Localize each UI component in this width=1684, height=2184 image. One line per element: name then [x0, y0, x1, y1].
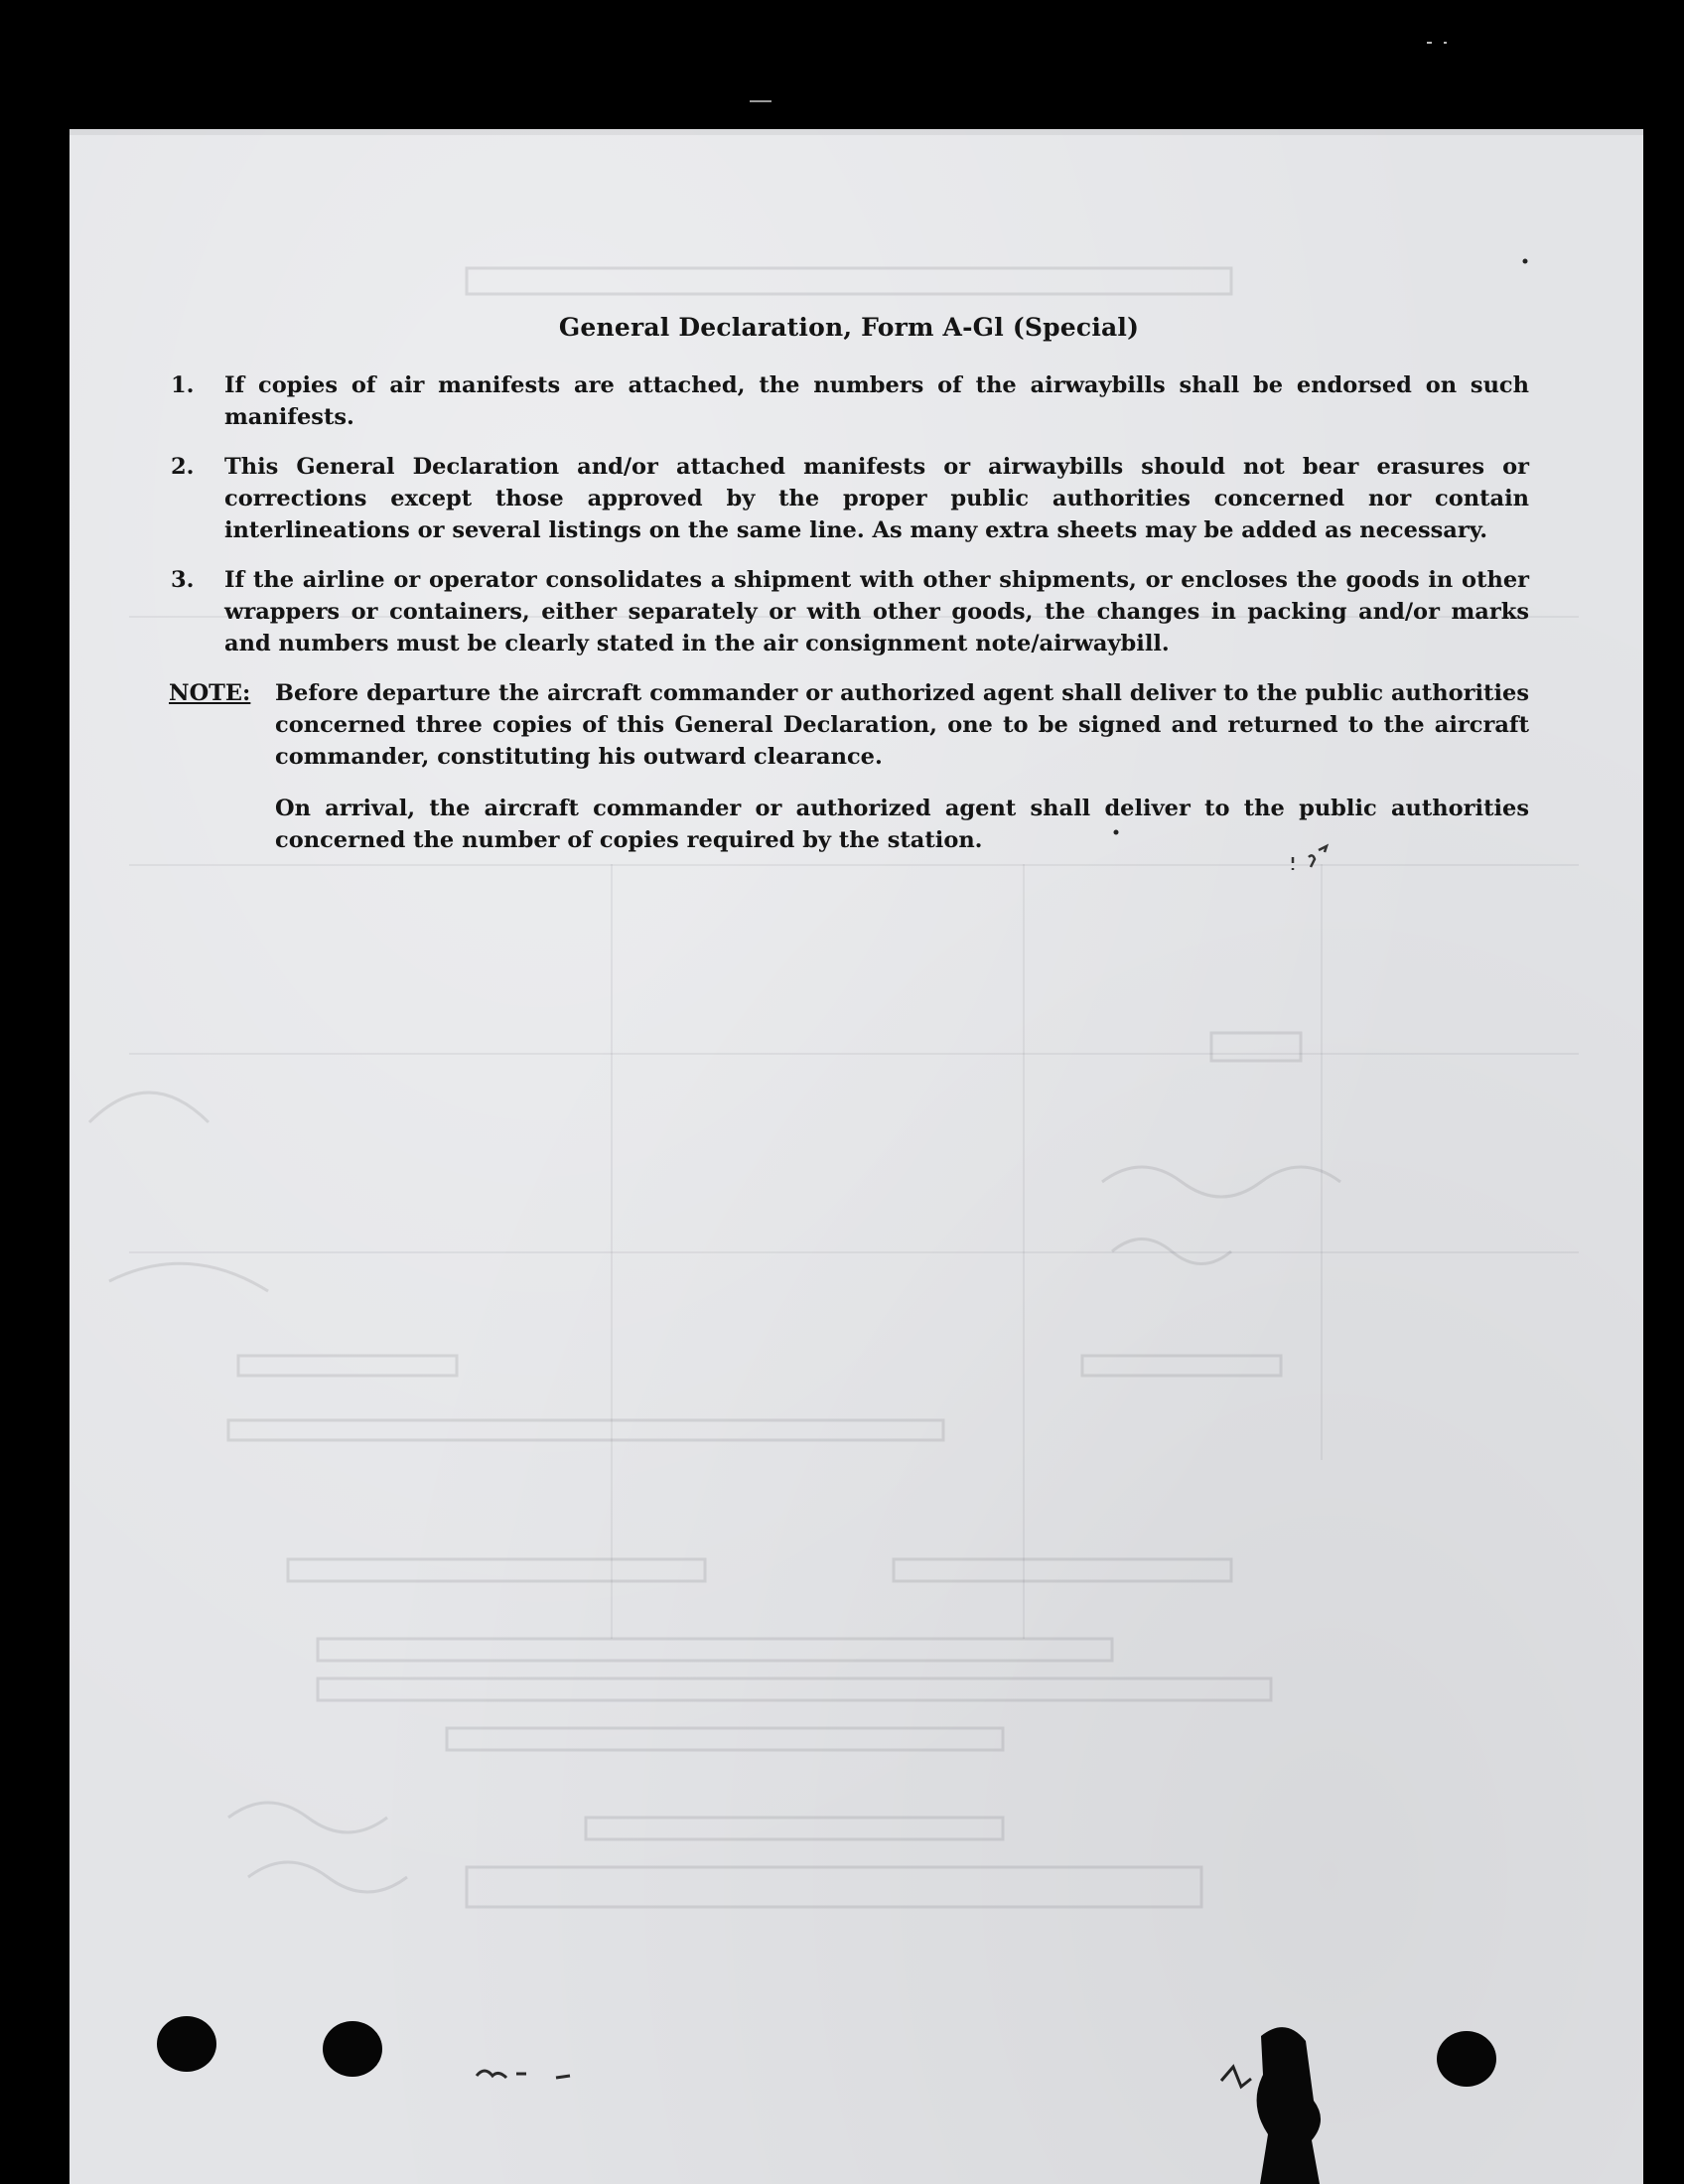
ink-dot — [1523, 259, 1528, 264]
bleed-through-rule — [129, 1053, 1579, 1055]
item-text: This General Declaration and/or attached manifests or airwaybills should not bear erasures or corrections except those approved by the proper public authorities concerned nor contain interlineations or several listings on the same line. As many extra sheets may be added as necessary. — [224, 454, 1529, 543]
item-number: 3. — [171, 567, 195, 593]
note-section — [169, 677, 1529, 876]
bleed-through-rule — [1321, 864, 1323, 1460]
bleed-through-rule — [611, 864, 613, 1639]
note-paragraph: On arrival, the aircraft commander or authorized agent shall deliver to the public authorities concerned the number of copies required by the station. — [275, 796, 1529, 853]
border-scratch — [1444, 42, 1447, 44]
note-body — [275, 677, 1529, 876]
bleed-through-rule — [129, 1251, 1579, 1253]
item-number: 2. — [171, 454, 195, 480]
punch-hole — [1437, 2031, 1496, 2087]
punch-hole — [323, 2021, 382, 2077]
note-label: NOTE: — [169, 680, 251, 706]
item-text: If the airline or operator consolidates a shipment with other shipments, or encloses the goods in other wrappers or containers, either separately or with other goods, the changes in packing and/or marks and numbers must be clearly stated in the air consignment note/airwaybill. — [224, 567, 1529, 656]
paper-sheet — [70, 129, 1643, 2184]
item-text: If copies of air manifests are attached, the numbers of the airwaybills shall be endorsed on such manifests. — [224, 372, 1529, 430]
note-paragraph: Before departure the aircraft commander or authorized agent shall deliver to the public authorities concerned three copies of this General Declaration, one to be signed and returned to the aircraft commander, constituting his outward clearance. — [275, 680, 1529, 770]
punch-hole — [157, 2016, 216, 2072]
border-scratch — [1427, 42, 1432, 44]
pen-stroke — [477, 2071, 570, 2078]
instruction-item — [169, 451, 1529, 546]
border-scratch — [750, 100, 772, 102]
torn-notch — [1257, 2027, 1321, 2184]
instruction-item — [169, 369, 1529, 433]
item-number: 1. — [171, 372, 195, 398]
pen-stroke — [1221, 2067, 1251, 2087]
bleed-through-rule — [1023, 864, 1025, 1639]
document-title: General Declaration, Form A-Gl (Special) — [558, 313, 1140, 342]
page-edge — [70, 129, 1643, 135]
instruction-item — [169, 564, 1529, 659]
instructions-block — [169, 313, 1529, 876]
